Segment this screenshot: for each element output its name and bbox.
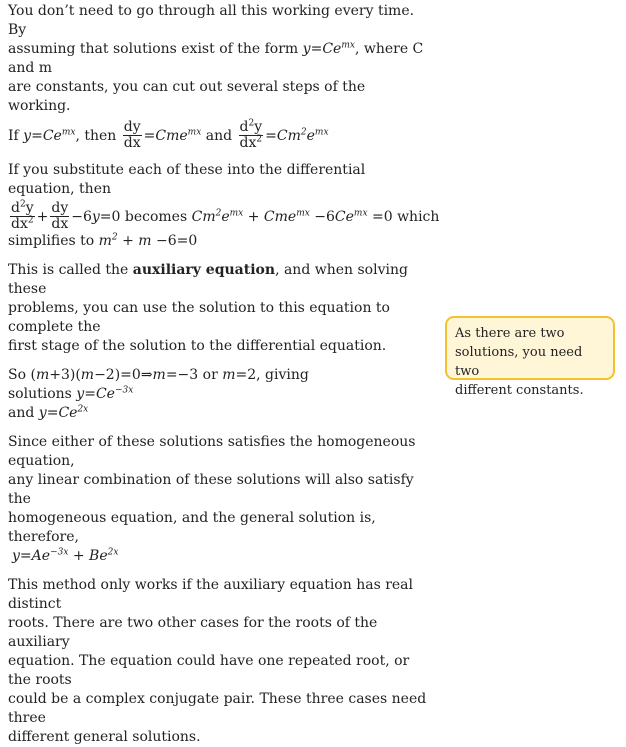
para6-line5: different general solutions.: [8, 729, 201, 745]
para5-line2: any linear combination of these solutions will also satisfy the: [8, 472, 414, 507]
para3-line1: This is called the auxiliary equation, and when solving these: [8, 262, 408, 297]
para4-line1: So (m+3)(m−2)=0⇒m=−3 or m=2, giving solutions $y=Ce^{-3x}$: [8, 367, 309, 402]
para6-line2: roots. There are two other cases for the roots of the auxiliary: [8, 615, 378, 650]
substitution-line: $\frac{d^2y}{dx^2}$ + $\frac{dy}{dx}$ −6y=0 becomes $Cm^2e^{mx} + Cme^{mx} -6Ce^{mx} =0$ which: [11, 199, 440, 232]
auxiliary-equation-term: auxiliary equation: [132, 262, 276, 278]
para6-line4: could be a complex conjugate pair. These three cases need three: [8, 691, 427, 726]
fraction-dy-dx: $\frac{dy}{dx}$: [123, 119, 141, 151]
para6-line1: This method only works if the auxiliary equation has real distinct: [8, 577, 414, 612]
para1-line3: are constants, you can cut out several steps of the working.: [8, 79, 366, 114]
note-line3: different constants.: [455, 383, 584, 398]
para1-line1: You don’t need to go through all this working every time. By: [8, 3, 415, 38]
para1-line2: assuming that solutions exist of the form $y=Ce^{mx}$, where C and m: [8, 40, 424, 76]
note-line1: As there are two: [455, 326, 565, 341]
para3-line2: problems, you can use the solution to this equation to complete the: [8, 300, 390, 335]
para5-line3: homogeneous equation, and the general solution is, therefore,: [8, 510, 376, 545]
note-line2: solutions, you need two: [455, 345, 583, 379]
general-solution: $y=Ae^{-3x} + Be^{2x}$: [12, 547, 119, 564]
side-note-box: [445, 316, 615, 398]
para3-line3: first stage of the solution to the differential equation.: [8, 338, 387, 354]
derivative-line: If $y=Ce^{mx}$ , then $\frac{dy}{dx}$ =Cme$^{mx}$ and $\frac{d^2y}{dx^2}$ $=Cm^2e^{mx}$: [8, 118, 329, 151]
simplifies-line: simplifies to $m^2 + m -6=0$: [8, 232, 198, 249]
fraction-d2y-dx2: $\frac{d^2y}{dx^2}$: [239, 118, 263, 151]
para2: If you substitute each of these into the differential equation, then: [8, 162, 366, 197]
main-text: [8, 2, 440, 747]
para4-line2: and $y=Ce^{2x}$: [8, 404, 89, 421]
para5-line1: Since either of these solutions satisfies the homogeneous equation,: [8, 434, 416, 469]
para6-line3: equation. The equation could have one repeated root, or the roots: [8, 653, 410, 688]
